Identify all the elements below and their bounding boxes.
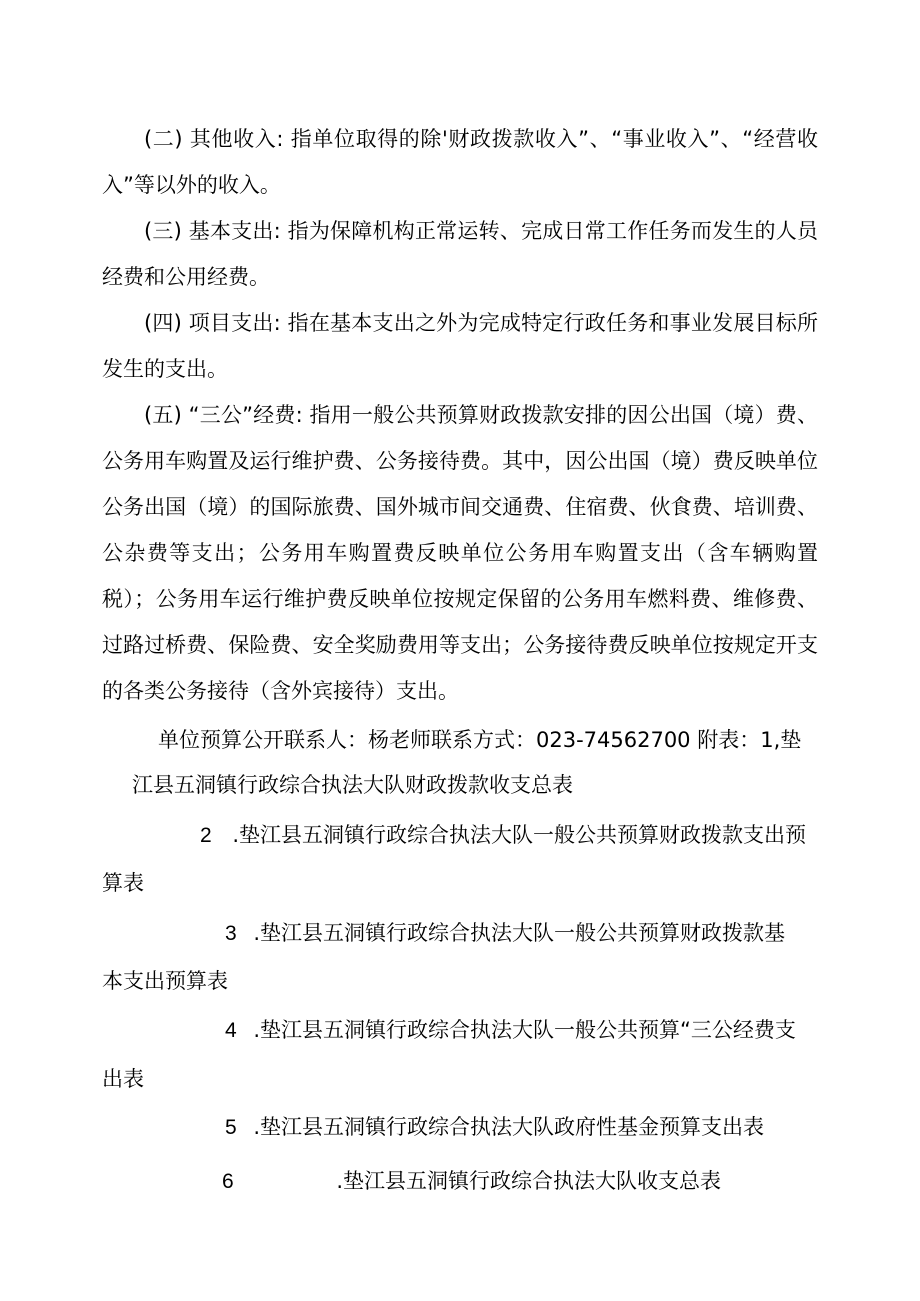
attachment-title-continued: 出表 — [102, 1067, 144, 1091]
attachment-title: .垫江县五洞镇行政综合执法大队收支总表 — [336, 1169, 722, 1193]
contact-line: 单位预算公开联系人：杨老师联系方式：023-74562700 附表：1,垫 — [158, 728, 802, 752]
attachment-title: .垫江县五洞镇行政综合执法大队一般公共预算财政拨款支出预 — [232, 823, 807, 847]
attachment-title: .垫江县五洞镇行政综合执法大队政府性基金预算支出表 — [253, 1115, 765, 1139]
attachment-number: 3 — [225, 922, 237, 945]
attachment-number: 5 — [225, 1116, 237, 1139]
attachment-title: .垫江县五洞镇行政综合执法大队一般公共预算“三公经费支 — [253, 1018, 796, 1042]
attachment-number: 2 — [200, 824, 212, 847]
paragraph-project-expenditure: (四) 项目支出: 指在基本支出之外为完成特定行政任务和事业发展目标所发生的支出。 — [102, 311, 818, 381]
paragraph-three-public-expenses: (五) “三公”经费: 指用一般公共预算财政拨款安排的因公出国（境）费、公务用车购置及运行维护费、公务接待费。其中，因公出国（境）费反映单位公务出国（境）的国际旅费、国外城市间交通费、住宿费、伙食费、培训费、公杂费等支出；公务用车购置费反映单位公务用车购置支出（含车辆购置税）；公务用车运行维护费反映单位按规定保留的公务用车燃料费、维修费、过路过桥费、保险费、安全奖励费用等支出；公务接待费反映单位按规定开支的各类公务接待（含外宾接待）支出。 — [102, 403, 818, 703]
contact-line-continued: 江县五洞镇行政综合执法大队财政拨款收支总表 — [132, 773, 573, 797]
attachment-title-continued: 本支出预算表 — [102, 969, 228, 993]
paragraph-other-income: (二) 其他收入: 指单位取得的除'财政拨款收入”、“事业收入”、“经营收入”等以外的收入。 — [102, 127, 818, 197]
attachment-number: 4 — [225, 1019, 237, 1042]
attachment-number: 6 — [222, 1170, 234, 1193]
attachment-title: .垫江县五洞镇行政综合执法大队一般公共预算财政拨款基 — [253, 921, 786, 945]
attachment-title-continued: 算表 — [102, 871, 144, 895]
paragraph-basic-expenditure: (三) 基本支出: 指为保障机构正常运转、完成日常工作任务而发生的人员经费和公用经费。 — [102, 219, 818, 289]
